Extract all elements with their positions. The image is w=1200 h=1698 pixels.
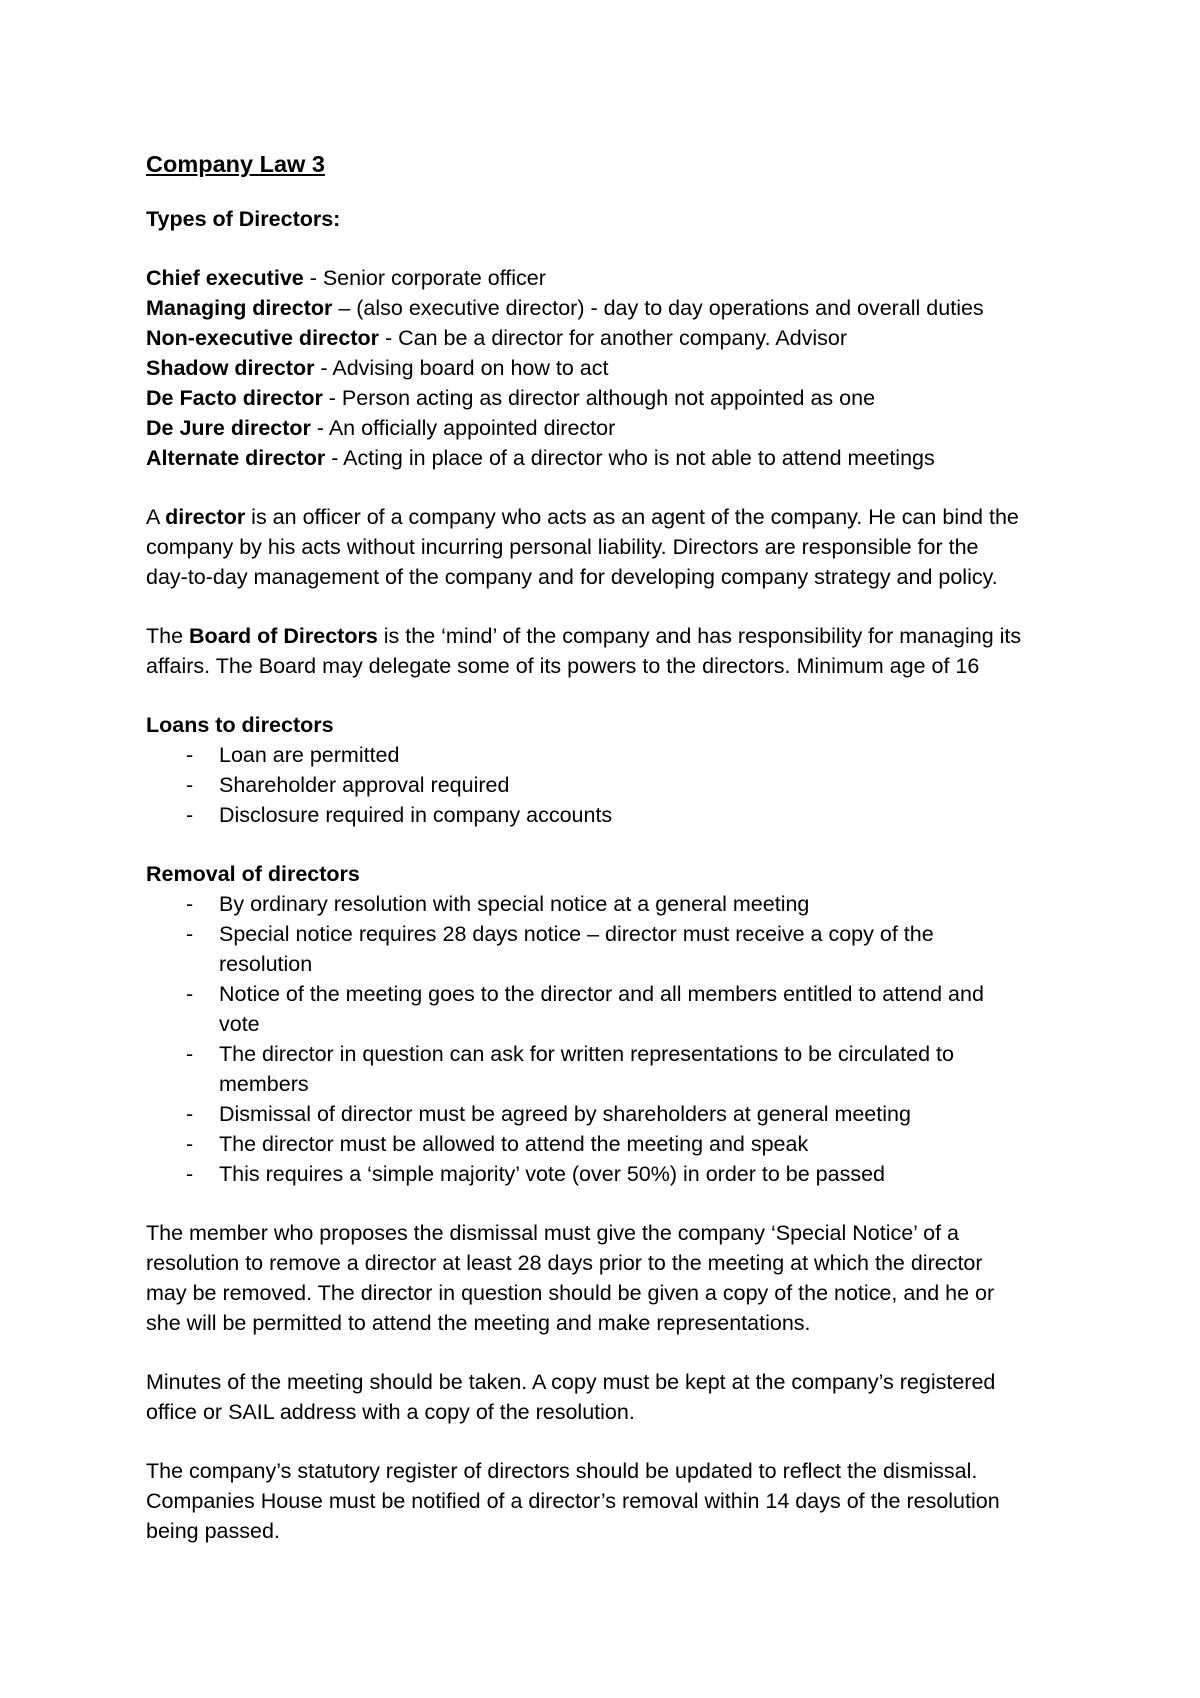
loans-heading: Loans to directors	[146, 713, 334, 737]
types-heading: Types of Directors:	[146, 207, 341, 231]
director-type-line: Non-executive director - Can be a director for another company. Advisor	[146, 326, 848, 350]
board-paragraph: The Board of Directors is the ‘mind’ of the company and has responsibility for managing its affairs. The Board may delegate some of its powers to the directors. Minimum age of 16	[146, 624, 1022, 678]
removal-heading: Removal of directors	[146, 862, 360, 886]
list-item: - By ordinary resolution with special notice at a general meeting	[186, 892, 810, 916]
list-item: - This requires a ‘simple majority’ vote (over 50%) in order to be passed	[186, 1162, 885, 1186]
list-item: - Loan are permitted	[186, 743, 400, 767]
director-types-list	[146, 263, 1086, 473]
document-title: Company Law 3	[146, 151, 325, 177]
removal-list	[146, 889, 1086, 1189]
register-paragraph: The company’s statutory register of directors should be updated to reflect the dismissal. Companies House must be notified of a director’s removal within 14 days of the resolution being passed.	[146, 1459, 1000, 1543]
list-item: - The director must be allowed to attend the meeting and speak	[186, 1132, 809, 1156]
list-item: - Shareholder approval required	[186, 773, 510, 797]
special-notice-paragraph: The member who proposes the dismissal must give the company ‘Special Notice’ of a resolution to remove a director at least 28 days prior to the meeting at which the director may be removed. The director in question should be given a copy of the notice, and he or she will be permitted to attend the meeting and make representations.	[146, 1221, 995, 1335]
list-item: - Notice of the meeting goes to the director and all members entitled to attend and vote	[186, 982, 984, 1036]
list-item: - Disclosure required in company accounts	[186, 803, 613, 827]
director-type-line: De Jure director - An officially appointed director	[146, 416, 616, 440]
list-item: - The director in question can ask for written representations to be circulated to members	[186, 1042, 954, 1096]
minutes-paragraph: Minutes of the meeting should be taken. A copy must be kept at the company’s registered office or SAIL address with a copy of the resolution.	[146, 1370, 996, 1424]
director-type-line: De Facto director - Person acting as director although not appointed as one	[146, 386, 876, 410]
list-item: - Dismissal of director must be agreed by shareholders at general meeting	[186, 1102, 911, 1126]
document-body	[146, 146, 1086, 1546]
director-type-line: Chief executive - Senior corporate officer	[146, 266, 546, 290]
director-type-line: Shadow director - Advising board on how to act	[146, 356, 609, 380]
director-definition-paragraph: A director is an officer of a company who acts as an agent of the company. He can bind the company by his acts without incurring personal liability. Directors are responsible for the day-to-day management of the company and for developing company strategy and policy.	[146, 505, 1019, 589]
list-item: - Special notice requires 28 days notice – director must receive a copy of the resolution	[186, 922, 934, 976]
loans-list	[146, 740, 1086, 830]
director-type-line: Managing director – (also executive director) - day to day operations and overall duties	[146, 296, 984, 320]
director-type-line: Alternate director - Acting in place of a director who is not able to attend meetings	[146, 446, 935, 470]
